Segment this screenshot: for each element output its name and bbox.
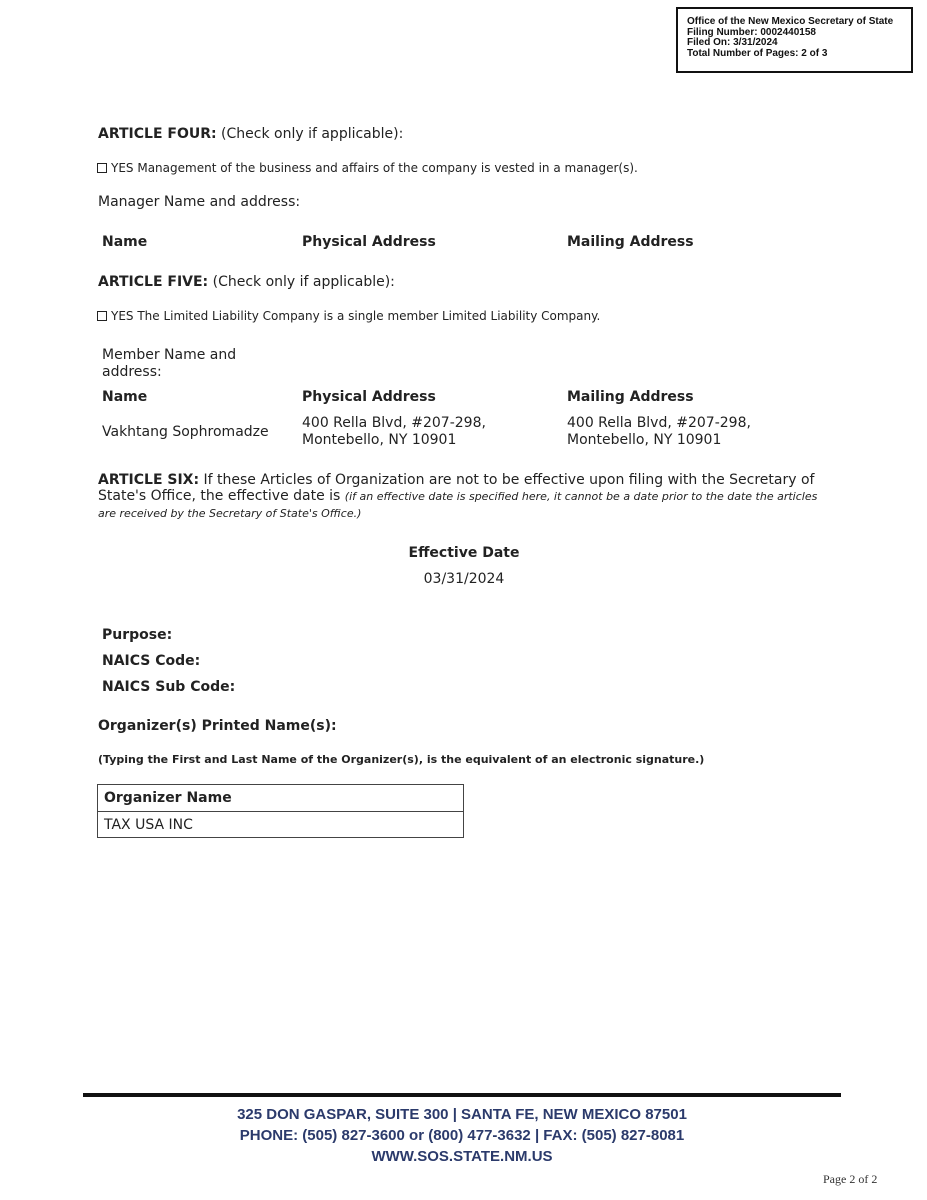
single-member-checkbox-label: YES The Limited Liability Company is a single member Limited Liability Company. [111, 309, 601, 323]
footer-address: 325 DON GASPAR, SUITE 300 | SANTA FE, NEW MEXICO 87501 [237, 1106, 687, 1123]
article-four-heading [98, 126, 403, 142]
article-four-note: (Check only if applicable): [216, 126, 404, 142]
member-label-line1: Member Name and [102, 347, 237, 363]
naics-sub-code-label: NAICS Sub Code: [102, 679, 236, 695]
manager-col-mailing: Mailing Address [567, 234, 694, 250]
member-physical-line2: Montebello, NY 10901 [302, 432, 457, 448]
member-physical-line1: 400 Rella Blvd, #207-298, [302, 415, 486, 431]
article-five-note: (Check only if applicable): [208, 274, 395, 290]
article-six-text: If these Articles of Organization are not to be effective upon filing with the Secretary of State's Office, the effective date is [98, 472, 815, 504]
article-five-heading [98, 274, 395, 290]
footer-website: WWW.SOS.STATE.NM.US [371, 1148, 553, 1165]
naics-code-label: NAICS Code: [102, 653, 201, 669]
organizer-name-cell: TAX USA INC [98, 811, 463, 837]
manager-checkbox[interactable] [97, 163, 107, 173]
member-physical-address [302, 415, 486, 449]
stamp-filed-on: Filed On: 3/31/2024 [687, 37, 778, 48]
member-col-name: Name [102, 389, 148, 405]
member-mailing-address [567, 415, 751, 449]
filing-stamp [676, 7, 913, 73]
member-mailing-line1: 400 Rella Blvd, #207-298, [567, 415, 751, 431]
article-five-option [97, 309, 600, 323]
manager-checkbox-label: YES Management of the business and affairs of the company is vested in a manager(s). [111, 161, 638, 175]
member-name: Vakhtang Sophromadze [102, 424, 269, 440]
single-member-checkbox[interactable] [97, 311, 107, 321]
footer-phone: PHONE: (505) 827-3600 or (800) 477-3632 | FAX: (505) 827-8081 [239, 1127, 685, 1144]
purpose-label: Purpose: [102, 627, 173, 643]
member-label-line2: address: [102, 364, 162, 380]
member-col-mailing: Mailing Address [567, 389, 694, 405]
article-five-title: ARTICLE FIVE: [98, 274, 209, 290]
organizer-table-header: Organizer Name [104, 790, 232, 806]
member-col-physical: Physical Address [302, 389, 436, 405]
footer-divider [83, 1093, 841, 1097]
member-section-label [102, 347, 236, 381]
page-number: Page 2 of 2 [823, 1172, 878, 1186]
stamp-filing-number: Filing Number: 0002440158 [687, 26, 816, 38]
stamp-office: Office of the New Mexico Secretary of State [687, 16, 894, 27]
organizers-heading: Organizer(s) Printed Name(s): [98, 718, 337, 734]
organizer-table [97, 784, 464, 838]
manager-col-name: Name [102, 234, 148, 250]
member-mailing-line2: Montebello, NY 10901 [567, 432, 722, 448]
effective-date-value: 03/31/2024 [423, 571, 505, 587]
manager-section-label: Manager Name and address: [98, 194, 301, 210]
article-four-option [97, 161, 638, 175]
manager-col-physical: Physical Address [302, 234, 436, 250]
article-six-title: ARTICLE SIX: [98, 472, 200, 488]
stamp-total-pages: Total Number of Pages: 2 of 3 [687, 47, 828, 59]
article-six-paragraph [98, 472, 838, 522]
article-four-title: ARTICLE FOUR: [98, 126, 217, 142]
article-six-note: (if an effective date is specified here, it cannot be a date prior to the date the articles are received by the Secretary of State's Office.) [98, 490, 818, 520]
effective-date-label: Effective Date [408, 545, 520, 561]
organizers-signature-note: (Typing the First and Last Name of the Organizer(s), is the equivalent of an electronic signature.) [98, 753, 705, 766]
